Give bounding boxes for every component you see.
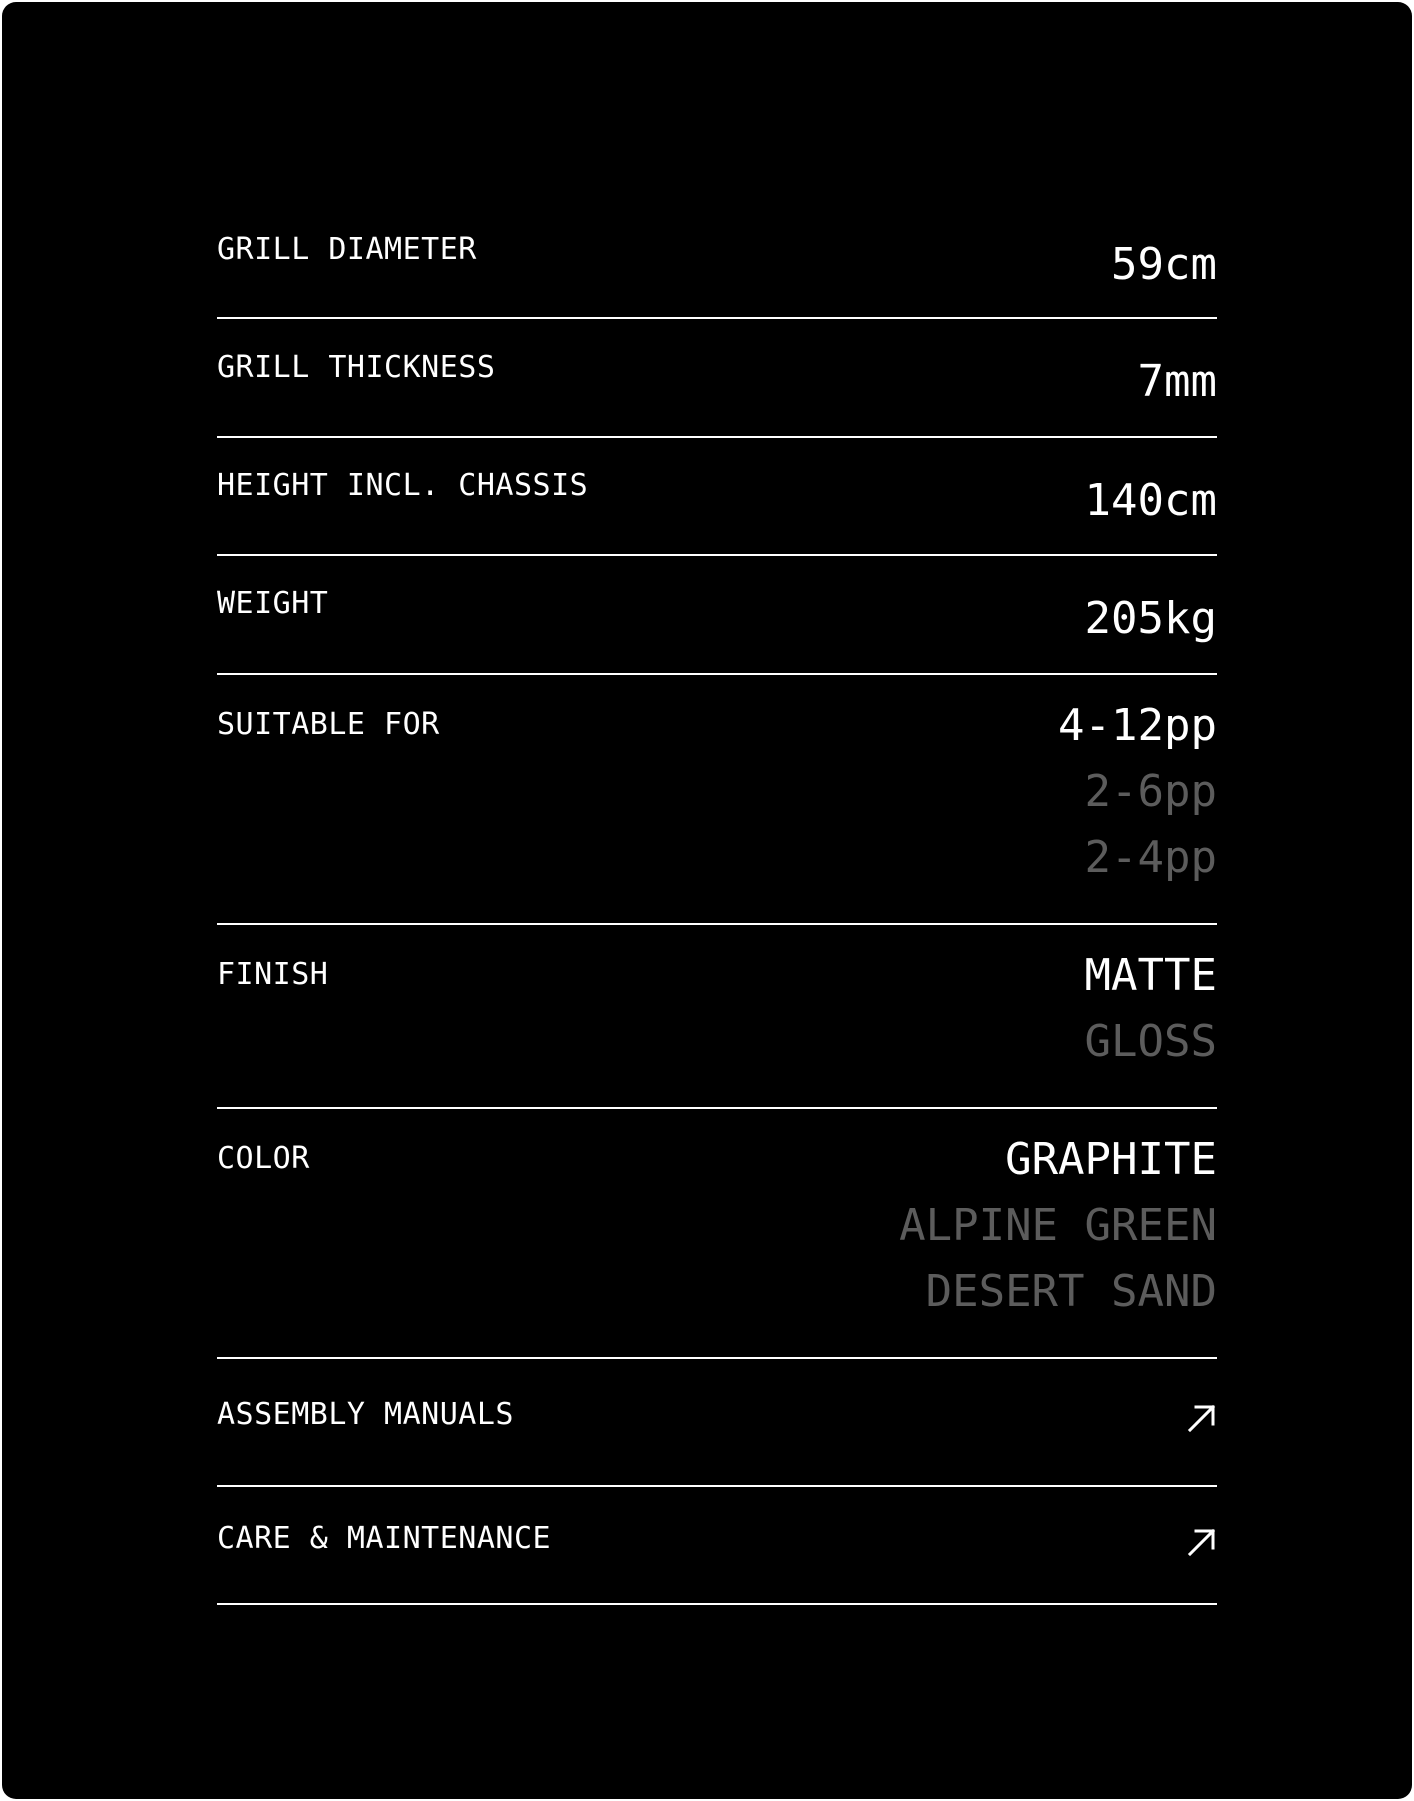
spec-value: 205kg [1084,593,1217,644]
capacity-option[interactable]: 2-4pp [1084,832,1217,883]
capacity-option[interactable]: 2-6pp [1084,766,1217,817]
assembly-manuals-link[interactable] [217,1359,1217,1487]
color-option-selected[interactable]: GRAPHITE [1005,1134,1217,1185]
spec-label: WEIGHT [217,586,329,621]
spec-values [1085,468,1217,534]
finish-option[interactable]: GLOSS [1084,1016,1217,1067]
spec-label: GRILL THICKNESS [217,350,496,385]
color-option[interactable]: DESERT SAND [925,1266,1217,1317]
spec-value: 140cm [1084,475,1217,526]
arrow-up-right-icon[interactable] [1187,1403,1217,1433]
spec-values [1138,349,1217,415]
link-label: CARE & MAINTENANCE [217,1521,552,1556]
spec-value: 7mm [1137,356,1217,407]
spec-label: SUITABLE FOR [217,707,440,742]
capacity-options [1058,693,1217,891]
spec-list [217,202,1217,1605]
spec-label: FINISH [217,957,329,992]
spec-values [1085,586,1217,652]
spec-value: 59cm [1111,239,1217,290]
spec-card [2,2,1412,1799]
spec-label: COLOR [217,1141,310,1176]
spec-row-grill-thickness [217,319,1217,438]
arrow-up-right-icon[interactable] [1187,1527,1217,1557]
finish-option-selected[interactable]: MATTE [1084,950,1217,1001]
care-maintenance-link[interactable] [217,1487,1217,1605]
link-label: ASSEMBLY MANUALS [217,1397,514,1432]
capacity-option-selected[interactable]: 4-12pp [1058,700,1217,751]
spec-row-height [217,438,1217,556]
spec-row-grill-diameter [217,202,1217,319]
spec-label: HEIGHT INCL. CHASSIS [217,468,589,503]
spec-row-color [217,1109,1217,1359]
spec-row-finish [217,925,1217,1109]
spec-row-weight [217,556,1217,675]
spec-values [1111,232,1217,298]
color-options [899,1127,1217,1325]
spec-label: GRILL DIAMETER [217,232,477,267]
spec-row-suitable-for [217,675,1217,925]
color-option[interactable]: ALPINE GREEN [899,1200,1217,1251]
finish-options [1085,943,1217,1075]
